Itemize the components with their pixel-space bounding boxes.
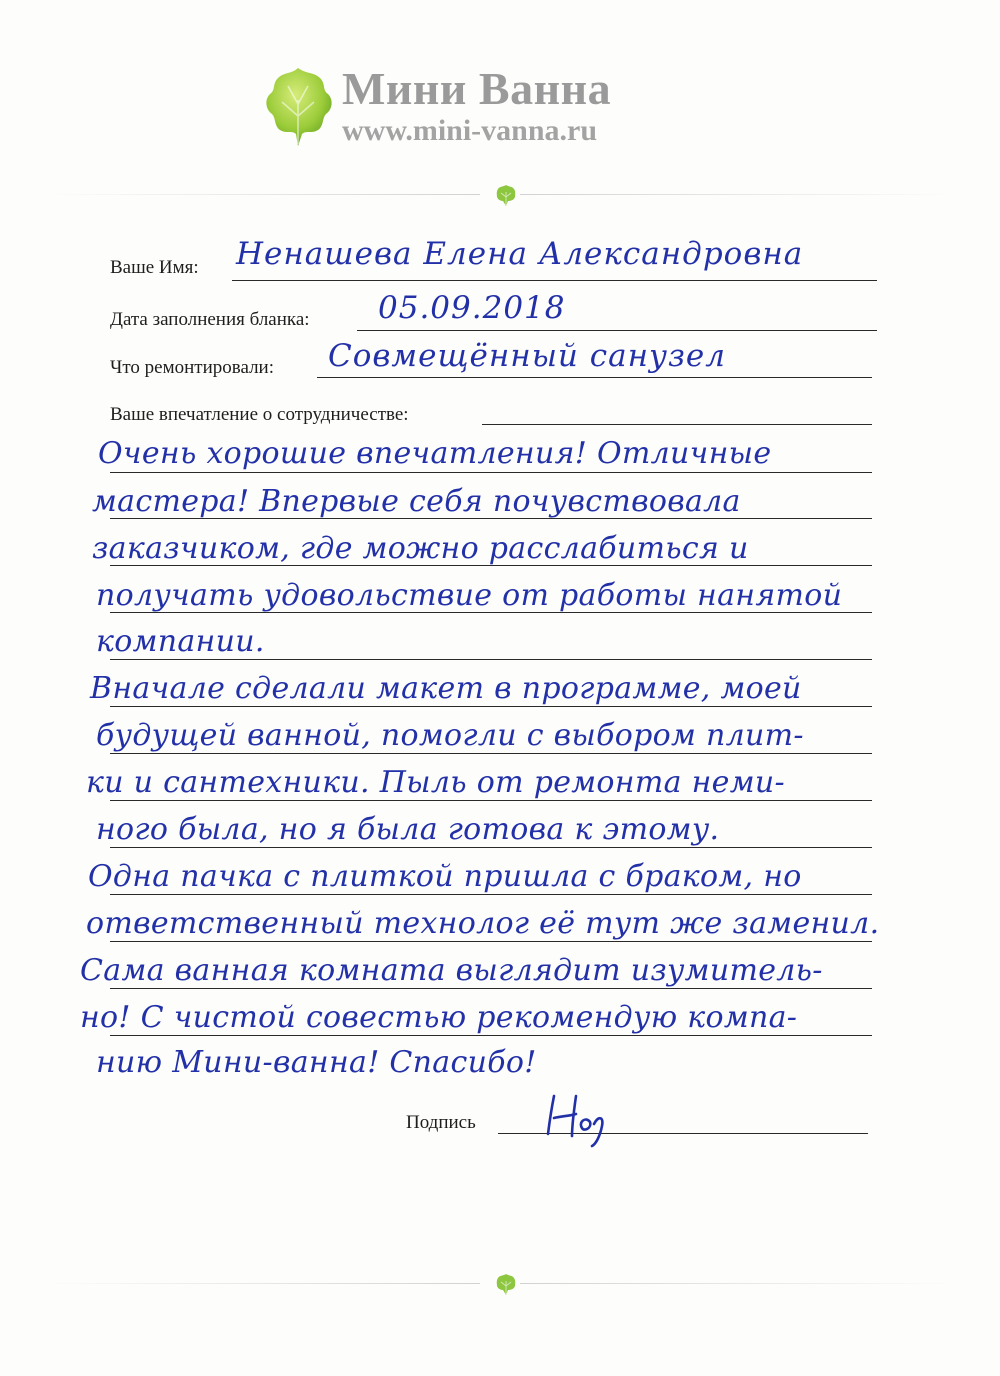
repair-value: Совмещённый санузел bbox=[328, 338, 726, 374]
vine-leaf-icon bbox=[262, 64, 334, 148]
signature-mark bbox=[542, 1088, 622, 1148]
name-label: Ваше Имя: bbox=[110, 257, 199, 278]
review-line: получать удовольствие от работы нанятой bbox=[96, 578, 843, 613]
review-line: ответственный технолог её тут же заменил. bbox=[86, 906, 880, 941]
review-rule bbox=[110, 988, 872, 989]
review-rule bbox=[110, 706, 872, 707]
review-rule bbox=[110, 894, 872, 895]
review-line: Сама ванная комната выглядит изумитель- bbox=[80, 953, 823, 988]
review-rule bbox=[110, 941, 872, 942]
review-rule bbox=[110, 659, 872, 660]
signature-label: Подпись bbox=[406, 1112, 476, 1133]
date-value: 05.09.2018 bbox=[378, 290, 566, 326]
company-logo bbox=[262, 60, 682, 160]
review-line: компании. bbox=[96, 624, 265, 659]
review-rule bbox=[110, 1035, 872, 1036]
top-divider bbox=[0, 183, 1000, 207]
small-leaf-icon bbox=[494, 1272, 518, 1296]
impression-label: Ваше впечатление о сотрудничестве: bbox=[110, 404, 409, 425]
brand-url: www.mini-vanna.ru bbox=[342, 114, 598, 147]
name-rule bbox=[232, 280, 877, 281]
repair-rule bbox=[317, 377, 872, 378]
date-label: Дата заполнения бланка: bbox=[110, 309, 310, 330]
review-line: будущей ванной, помогли с выбором плит- bbox=[96, 718, 804, 753]
review-line: Вначале сделали макет в программе, моей bbox=[90, 671, 802, 706]
repair-label: Что ремонтировали: bbox=[110, 357, 274, 378]
review-line: ки и сантехники. Пыль от ремонта неми- bbox=[86, 765, 785, 800]
review-line: заказчиком, где можно расслабиться и bbox=[92, 531, 749, 566]
review-line: нию Мини-ванна! Спасибо! bbox=[96, 1045, 537, 1080]
review-line: но! С чистой совестью рекомендую компа- bbox=[80, 1000, 798, 1035]
review-line: ного была, но я была готова к этому. bbox=[96, 812, 720, 847]
bottom-divider bbox=[0, 1272, 1000, 1296]
small-leaf-icon bbox=[494, 183, 518, 207]
review-line: мастера! Впервые себя почувствовала bbox=[92, 484, 741, 519]
review-rule bbox=[110, 800, 872, 801]
brand-name: Мини Ванна bbox=[342, 63, 612, 114]
review-rule bbox=[110, 847, 872, 848]
review-line: Очень хорошие впечатления! Отличные bbox=[98, 436, 772, 471]
date-rule bbox=[357, 330, 877, 331]
name-value: Ненашева Елена Александровна bbox=[236, 236, 804, 272]
impression-rule bbox=[482, 424, 872, 425]
review-line: Одна пачка с плиткой пришла с браком, но bbox=[88, 859, 802, 894]
review-rule bbox=[110, 472, 872, 473]
review-rule bbox=[110, 753, 872, 754]
